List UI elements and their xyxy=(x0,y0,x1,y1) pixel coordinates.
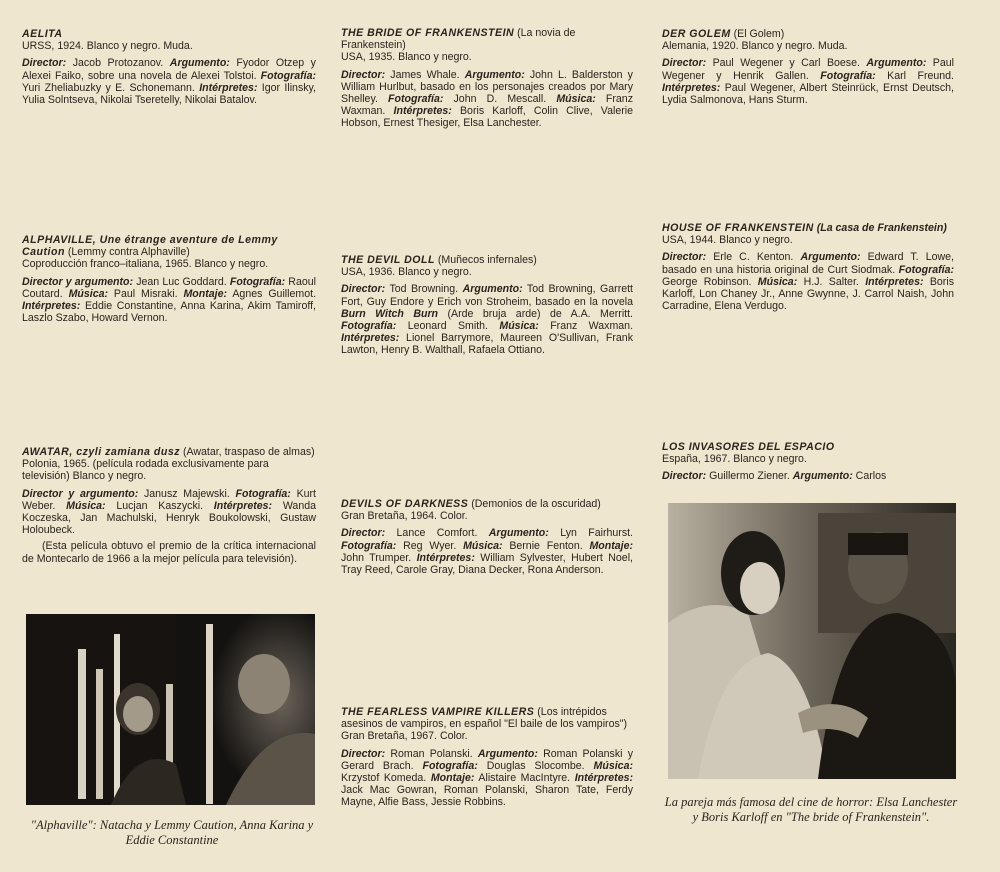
entry-awatar xyxy=(22,446,316,569)
entry-credits: Director: Lance Comfort. Argumento: Lyn Fairhurst. Fotografía: Reg Wyer. Música: Bernie Fenton. Montaje: John Trumper. Intérpretes: William Sylvester, Hubert Noel, Tray Reed, Carole Gray, Diana Decker, Rona Anderson. xyxy=(341,527,633,577)
entry-devil-doll xyxy=(341,254,633,361)
entry-title: DER GOLEM (El Golem) xyxy=(662,28,785,40)
entry-title: HOUSE OF FRANKENSTEIN (La casa de Frankenstein) xyxy=(662,222,947,234)
entry-meta: Polonia, 1965. (película rodada exclusivamente para televisión) Blanco y negro. xyxy=(22,458,269,483)
entry-title: THE FEARLESS VAMPIRE KILLERS (Los intrépidos asesinos de vampiros, en español "El baile de los vampiros") xyxy=(341,706,628,731)
entry-meta: USA, 1944. Blanco y negro. xyxy=(662,234,793,247)
entry-credits: Director: James Whale. Argumento: John L. Balderston y William Hurlbut, basado en los personajes creados por Mary Shelley. Fotografía: John D. Mescall. Música: Franz Waxman. Intérpretes: Boris Karloff, Colin Clive, Valerie Hobson, Ernest Thesiger, Elsa Lanchester. xyxy=(341,68,633,130)
entry-invasores-del-espacio xyxy=(662,441,954,487)
entry-bride-of-frankenstein xyxy=(341,27,633,134)
entry-credits: Director: Tod Browning. Argumento: Tod Browning, Garrett Fort, Guy Endore y Erich von Stroheim, basado en la novela Burn Witch Burn (Arde bruja arde) de A.A. Merritt. Fotografía: Leonard Smith. Música: Franz Waxman. Intérpretes: Lionel Barrymore, Maureen O'Sullivan, Frank Lawton, Henry B. Walthall, Rafaela Ottiano. xyxy=(341,283,634,357)
entry-meta: Coproducción franco–italiana, 1965. Blanco y negro. xyxy=(22,258,269,271)
entry-credits: Director: Roman Polanski. Argumento: Roman Polanski y Gerard Brach. Fotografía: Douglas Slocombe. Música: Krzystof Komeda. Montaje: Alistaire MacIntyre. Intérpretes: Jack Mac Gowran, Roman Polanski, Sharon Tate, Ferdy Mayne, Alfie Bass, Jessie Robbins. xyxy=(341,747,633,809)
entry-meta: España, 1967. Blanco y negro. xyxy=(662,453,807,466)
entry-title: LOS INVASORES DEL ESPACIO xyxy=(662,441,835,453)
entry-der-golem xyxy=(662,28,954,110)
entry-meta: USA, 1935. Blanco y negro. xyxy=(341,51,472,64)
alphaville-photo xyxy=(26,614,315,805)
entry-aelita xyxy=(22,28,316,110)
entry-meta: Alemania, 1920. Blanco y negro. Muda. xyxy=(662,40,848,53)
bride-photo xyxy=(668,503,956,779)
entry-alphaville xyxy=(22,234,316,328)
entry-meta: Gran Bretaña, 1967. Color. xyxy=(341,730,468,743)
entry-title: THE DEVIL DOLL (Muñecos infernales) xyxy=(341,254,537,266)
entry-credits: Director y argumento: Jean Luc Goddard. Fotografía: Raoul Coutard. Música: Paul Misraki. Montaje: Agnes Guillemot. Intérpretes: Eddie Constantine, Anna Karina, Akim Tamiroff, Laszlo Szabo, Howard Vernon. xyxy=(22,275,317,325)
entry-devils-of-darkness xyxy=(341,498,633,580)
entry-credits: Director y argumento: Janusz Majewski. Fotografía: Kurt Weber. Música: Lucjan Kaszycki. Intérpretes: Wanda Koczeska, Jan Machulski, Henryk Boukolowski, Gustaw Holoubeck. xyxy=(22,487,317,537)
bride-caption: La pareja más famosa del cine de horror: Elsa Lanchester y Boris Karloff en "The bride of Frankenstein". xyxy=(664,795,958,824)
entry-house-of-frankenstein xyxy=(662,222,954,316)
alphaville-photo-art xyxy=(26,614,315,805)
entry-note: (Esta película obtuvo el premio de la crítica internacional de Montecarlo de 1966 a la mejor película para televisión). xyxy=(22,540,316,565)
entry-title: ALPHAVILLE, Une étrange aventure de Lemmy Caution (Lemmy contra Alphaville) xyxy=(22,234,278,259)
entry-credits: Director: Guillermo Ziener. Argumento: Carlos xyxy=(662,470,887,483)
entry-meta: URSS, 1924. Blanco y negro. Muda. xyxy=(22,40,193,53)
entry-credits: Director: Erle C. Kenton. Argumento: Edward T. Lowe, basado en una historia original de Curt Siodmak. Fotografía: George Robinson. Música: H.J. Salter. Intérpretes: Boris Karloff, Lon Chaney Jr., Anne Gwynne, J. Carrol Naish, John Carradine, Elena Verdugo. xyxy=(662,251,954,313)
alphaville-caption: "Alphaville": Natacha y Lemmy Caution, Anna Karina y Eddie Constantine xyxy=(30,818,314,847)
entry-fearless-vampire-killers xyxy=(341,706,633,813)
entry-title: THE BRIDE OF FRANKENSTEIN (La novia de Frankenstein) xyxy=(341,27,576,52)
entry-title: DEVILS OF DARKNESS (Demonios de la oscuridad) xyxy=(341,498,601,510)
entry-meta: Gran Bretaña, 1964. Color. xyxy=(341,510,468,523)
entry-credits: Director: Paul Wegener y Carl Boese. Argumento: Paul Wegener y Henrik Gallen. Fotografía: Karl Freund. Intérpretes: Paul Wegener, Albert Steinrück, Ernst Deutsch, Lydia Salmonova, Hans Sturm. xyxy=(662,57,954,107)
entry-title: AELITA xyxy=(22,28,63,40)
entry-meta: USA, 1936. Blanco y negro. xyxy=(341,266,472,279)
entry-title: AWATAR, czyli zamiana dusz (Awatar, traspaso de almas) xyxy=(22,446,315,458)
bride-photo-art xyxy=(668,503,956,779)
entry-credits: Director: Jacob Protozanov. Argumento: Fyodor Otzep y Alexei Faiko, sobre una novela de Alexei Tolstoi. Fotografía: Yuri Zheliabuzky y E. Schonemann. Intérpretes: Igor Ilinsky, Yulia Solntseva, Nikolai Tseretelly, Nikolai Batalov. xyxy=(22,57,316,107)
